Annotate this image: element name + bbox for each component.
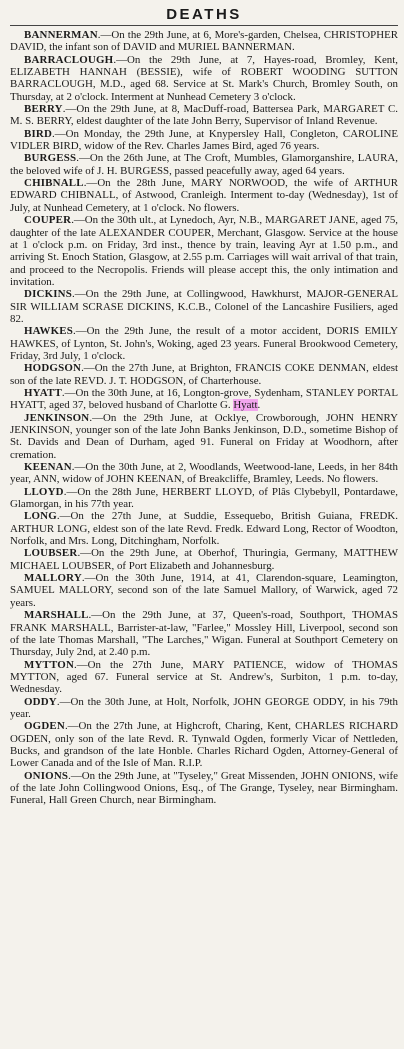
notice-surname: HODGSON [24, 362, 82, 375]
highlighted-text: Hyatt [233, 399, 258, 412]
notice-surname: BURGESS [24, 152, 77, 165]
notice-text: .—On the 27th June, MARY PATIENCE, widow of THOMAS MYTTON, aged 67. Funeral service at St. Andrew's, Surbiton, 1 p.m. to-day, Wednesday. [10, 658, 398, 696]
page-title: DEATHS [166, 6, 242, 23]
notice-text: .—On the 29th June, at 6, More's-garden, Chelsea, CHRISTOPHER DAVID, the infant son of DAVID and MURIEL BANNERMAN. [10, 29, 398, 54]
notice-surname: BANNERMAN [24, 29, 98, 41]
notice-text: .—On the 29th June, at Oberhof, Thuringia, Germany, MATTHEW MICHAEL LOUBSER, of Port Elizabeth and Johannesburg. [10, 547, 398, 572]
notice-text: .—On the 29th June, at 7, Hayes-road, Bromley, Kent, ELIZABETH HANNAH (BESSIE), wife of ROBERT WOODING SUTTON BARRACLOUGH, M.D., aged 68. Service at St. Mark's Church, Bromley South, on Thursday, at 2 o'clock. Interment at Nunhead Cemetery 3 o'clock. [10, 53, 398, 103]
notice-text: .—On the 29th June, at "Tyseley," Great Missenden, JOHN ONIONS, wife of the late John Collingwood Onions, Esq., of The Grange, Tyseley, near Birmingham. Funeral, Hall Green Church, near Birmingham. [10, 769, 398, 807]
notice-surname: BERRY [24, 103, 63, 116]
notice-text: .—On the 27th June, at Highcroft, Charing, Kent, CHARLES RICHARD OGDEN, only son of the late Revd. R. Tynwald Ogden, formerly Vicar of Nettleden, Bucks, and grandson of the late Honble. Charles Richard Ogden, Attorney-General of Lower Canada and of the Isle of Man. R.I.P. [10, 720, 398, 770]
notice-surname: MARSHALL [24, 609, 89, 622]
notice-surname: ONIONS [24, 769, 69, 782]
notice-surname: LONG [24, 510, 57, 523]
notice-surname: JENKINSON [24, 411, 90, 424]
death-notice [10, 770, 398, 807]
death-notice [10, 152, 398, 177]
notice-surname: OGDEN [24, 720, 65, 733]
death-notices-list [10, 29, 398, 807]
death-notice [10, 609, 398, 658]
notice-text: .—On Monday, the 29th June, at Knypersley Hall, Congleton, CAROLINE VIDLER BIRD, widow of the Rev. Charles James Bird, aged 76 years. [10, 127, 398, 153]
notice-surname: LOUBSER [24, 547, 78, 560]
notice-text: .—On the 28th June, HERBERT LLOYD, of Plâs Clybebyll, Pontardawe, Glamorgan, in his 77th year. [10, 485, 398, 511]
title-divider [10, 25, 398, 26]
notice-surname: CHIBNALL [24, 177, 84, 190]
death-notice [10, 177, 398, 214]
death-notice [10, 362, 398, 387]
death-notice [10, 288, 398, 325]
notice-text: .—On the 30th June, at Holt, Norfolk, JOHN GEORGE ODDY, in his 79th year. [10, 695, 398, 720]
death-notice [10, 572, 398, 609]
notice-surname: LLOYD [24, 485, 64, 498]
death-notice [10, 412, 398, 461]
notice-text: .—On the 29th June, at Ocklye, Crowborough, JOHN HENRY JENKINSON, younger son of the late John Banks Jenkinson, D.D., sometime Bishop of St. Davids and Dean of Durham, aged 91. Funeral on Friday at Woodhorn, after cremation. [10, 411, 398, 461]
notice-surname: DICKINS [24, 288, 72, 301]
notice-text: .—On the 29th June, the result of a motor accident, DORIS EMILY HAWKES, of Lynton, St. John's, Woking, aged 23 years. Funeral Brookwood Cemetery, Friday, 3rd July, 1 o'clock. [10, 325, 398, 362]
notice-text: .—On the 30th June, at 16, Longton-grove, Sydenham, STANLEY PORTAL HYATT, aged 37, beloved husband of Charlotte G. [10, 386, 398, 412]
death-notice [10, 103, 398, 128]
death-notice [10, 54, 398, 103]
death-notice [10, 325, 398, 362]
notice-text: .—On the 30th June, at 2, Woodlands, Weetwood-lane, Leeds, in her 84th year, ANN, widow of JOHN KEENAN, of Breakcliffe, Bramley, Leeds. No flowers. [10, 461, 398, 486]
notice-text: .—On the 29th June, at 37, Queen's-road, Southport, THOMAS FRANK MARSHALL, Barrister-at-law, "Farlee," Mossley Hill, Liverpool, second son of the late Thomas Marshall, "The Larches," Wigan. Funeral at Southport Cemetery on Thursday, July 2nd, at 2.40 p.m. [10, 609, 398, 659]
notice-surname: MALLORY [24, 572, 82, 585]
notice-text-end: . [257, 399, 261, 412]
notice-text: .—On the 27th June, at Brighton, FRANCIS COKE DENMAN, eldest son of the late REVD. J. T. HODGSON, of Charterhouse. [10, 362, 398, 387]
notice-text: .—On the 27th June, at Suddie, Essequebo, British Guiana, FREDK. ARTHUR LONG, eldest son of the late Revd. Fredk. Edward Long, Rector of Woodton, Norfolk, and Mrs. Long, Ditchingham, Norfolk. [10, 510, 398, 548]
notice-text: .—On the 28th June, MARY NORWOOD, the wife of ARTHUR EDWARD CHIBNALL, of Astwood, Cranleigh. Interment to-day (Wednesday), 1st of July, at Nunhead Cemetery, at 1 o'clock. No flowers. [10, 177, 398, 214]
death-notice [10, 547, 398, 572]
notice-text: .—On the 26th June, at The Croft, Mumbles, Glamorganshire, LAURA, the beloved wife of J. H. BURGESS, passed peacefully away, aged 64 years. [10, 152, 398, 177]
death-notice [10, 128, 398, 153]
death-notice [10, 696, 398, 721]
notice-surname: COUPER [24, 214, 72, 227]
death-notice [10, 387, 398, 412]
notice-surname: HYATT [24, 386, 62, 399]
death-notice [10, 510, 398, 547]
notice-surname: BARRACLOUGH [24, 53, 114, 66]
notice-surname: KEENAN [24, 461, 72, 474]
notice-surname: BIRD [24, 127, 53, 140]
notice-surname: HAWKES [24, 325, 74, 338]
death-notice [10, 29, 398, 54]
notice-surname: MYTTON [24, 658, 75, 671]
notice-text: .—On the 30th ult., at Lynedoch, Ayr, N.B., MARGARET JANE, aged 75, daughter of the late ALEXANDER COUPER, Merchant, Glasgow. Service at the house at 1 o'clock p.m. on Friday, 3rd inst., thence by train, leaving Ayr at 1.50 p.m., and arriving St. Enoch Station, Glasgow, at 2.55 p.m. Carriages will wait arrival of that train, and proceed to the Necropolis. Friends will please accept this, the only intimation and invitation. [10, 214, 398, 288]
notice-text: .—On the 29th June, at Collingwood, Hawkhurst, MAJOR-GENERAL SIR WILLIAM SCRASE DICKINS, K.C.B., Colonel of the Lancashire Fusiliers, aged 82. [10, 288, 398, 325]
notice-text: .—On the 29th June, at 8, MacDuff-road, Battersea Park, MARGARET C. M. S. BERRY, eldest daughter of the late John Berry, Supervisor of Inland Revenue. [10, 103, 398, 128]
notice-surname: ODDY [24, 695, 57, 708]
death-notice [10, 720, 398, 769]
death-notice [10, 659, 398, 696]
death-notice [10, 461, 398, 486]
death-notice [10, 214, 398, 288]
death-notice [10, 486, 398, 511]
notice-text: .—On the 30th June, 1914, at 41, Clarendon-square, Leamington, SAMUEL MALLORY, second son of the late Samuel Mallory, of Warwick, aged 72 years. [10, 572, 398, 609]
